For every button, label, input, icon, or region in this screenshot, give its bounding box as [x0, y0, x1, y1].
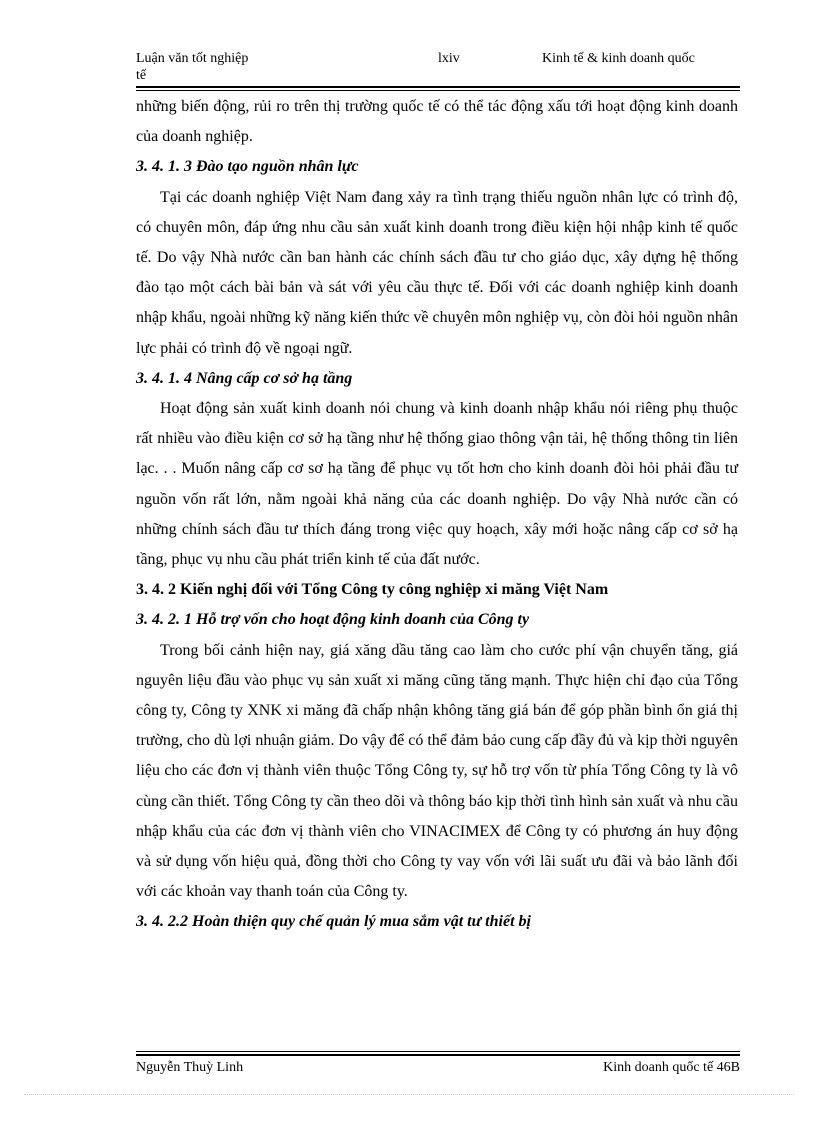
footer-author: Nguyễn Thuỳ Linh: [136, 1060, 244, 1075]
heading-3-4-2-2: 3. 4. 2.2 Hoàn thiện quy chế quản lý mua sắm vật tư thiết bị: [136, 913, 531, 931]
footer-rule-thick: [136, 1054, 740, 1056]
header-page-number: lxiv: [438, 51, 460, 66]
header-department-wrap: tế: [136, 68, 147, 83]
header-rule-thin: [136, 90, 740, 91]
footer-class: Kinh doanh quốc tế 46B: [603, 1060, 740, 1075]
heading-3-4-1-3: 3. 4. 1. 3 Đào tạo nguồn nhân lực: [136, 158, 359, 176]
page-bottom-dotted-line: [24, 1094, 794, 1095]
paragraph-continuation: những biến động, rủi ro trên thị trường quốc tế có thể tác động xấu tới hoạt động kinh doanh của doanh nghiệp.: [136, 98, 738, 146]
footer-rule-thin: [136, 1051, 740, 1052]
header-rule-thick: [136, 86, 740, 88]
heading-3-4-2-1: 3. 4. 2. 1 Hỗ trợ vốn cho hoạt động kinh doanh của Công ty: [136, 611, 530, 629]
header-department: Kinh tế & kinh doanh quốc: [542, 51, 695, 66]
paragraph-training: Tại các doanh nghiệp Việt Nam đang xảy ra tình trạng thiếu nguồn nhân lực có trình độ, có chuyên môn, đáp ứng nhu cầu sản xuất kinh doanh trong điều kiện hội nhập kinh tế quốc tế. Do vậy Nhà nước cần ban hành các chính sách đầu tư cho giáo dục, xây dựng hệ thống đào tạo một cách bài bản và sát với yêu cầu thực tế. Đối với các doanh nghiệp kinh doanh nhập khẩu, ngoài những kỹ năng kiến thức về chuyên môn nghiệp vụ, còn đòi hỏi nguồn nhân lực phải có trình độ về ngoại ngữ.: [136, 188, 738, 357]
heading-3-4-1-4: 3. 4. 1. 4 Nâng cấp cơ sở hạ tầng: [136, 369, 353, 387]
page-body: [136, 92, 738, 938]
paragraph-capital-support: Trong bối cảnh hiện nay, giá xăng dầu tăng cao làm cho cước phí vận chuyển tăng, giá nguyên liệu đầu vào phục vụ sản xuất xi măng cũng tăng mạnh. Thực hiện chỉ đạo của Tổng công ty, Công ty XNK xi măng đã chấp nhận không tăng giá bán để góp phần bình ổn giá thị trường, cho dù lợi nhuận giảm. Do vậy để có thể đảm bảo cung cấp đầy đủ và kịp thời nguyên liệu cho các đơn vị thành viên thuộc Tổng Công ty, sự hỗ trợ vốn từ phía Tổng Công ty là vô cùng cần thiết. Tổng Công ty cần theo dõi và thông báo kịp thời tình hình sản xuất và nhu cầu nhập khẩu của các đơn vị thành viên cho VINACIMEX để Công ty có phương án huy động và sử dụng vốn hiệu quả, đồng thời cho Công ty vay vốn với lãi suất ưu đãi và bảo lãnh đối với các khoản vay thanh toán của Công ty.: [136, 641, 738, 901]
heading-3-4-2: 3. 4. 2 Kiến nghị đối với Tổng Công ty công nghiệp xi măng Việt Nam: [136, 581, 609, 599]
paragraph-infrastructure: Hoạt động sản xuất kinh doanh nói chung và kinh doanh nhập khẩu nói riêng phụ thuộc rất nhiều vào điều kiện cơ sở hạ tầng như hệ thống giao thông vận tải, hệ thống thông tin liên lạc. . . Muốn nâng cấp cơ sơ hạ tầng để phục vụ tốt hơn cho kinh doanh đòi hỏi phải đầu tư nguồn vốn rất lớn, nằm ngoài khả năng của các doanh nghiệp. Do vậy Nhà nước cần có những chính sách đầu tư thích đáng trong việc quy hoạch, xây mới hoặc nâng cấp cơ sở hạ tầng, phục vụ nhu cầu phát triển kinh tế của đất nước.: [136, 400, 738, 569]
header-thesis-label: Luận văn tốt nghiệp: [136, 51, 249, 66]
